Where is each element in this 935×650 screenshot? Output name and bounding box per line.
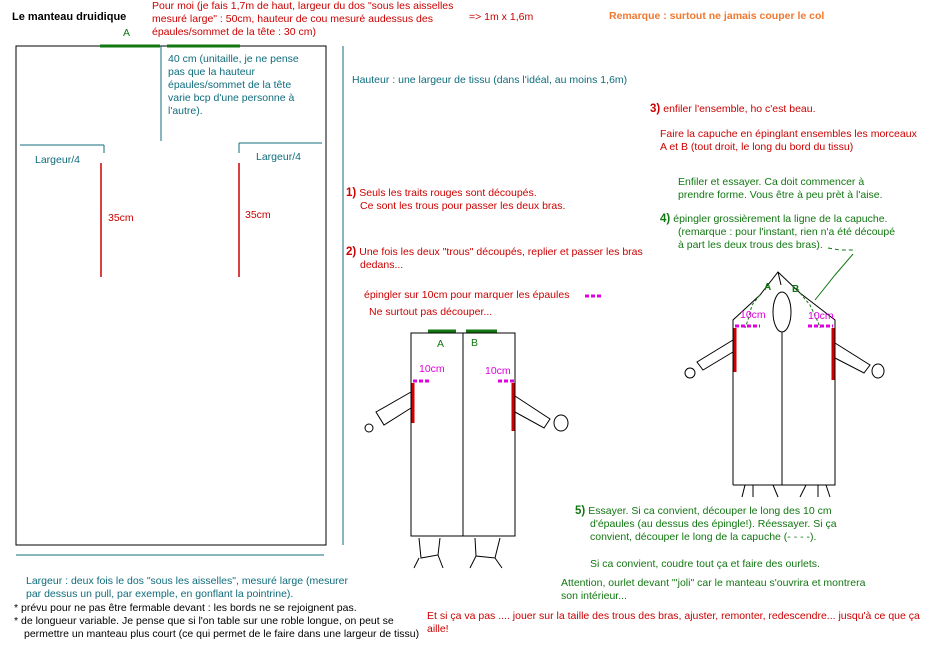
step-3-hood-note: Faire la capuche en épinglant ensembles les morceaux A et B (tout droit, le long du bord du tissu)	[660, 128, 917, 153]
final-note: Et si ça va pas .... jouer sur la taille des trous des bras, ajuster, remonter, redescendre... jusqu'à ce que ça aille!	[427, 610, 920, 635]
step-2-pin-note: épingler sur 10cm pour marquer les épaules	[364, 289, 570, 301]
page-title: Le manteau druidique	[12, 11, 127, 23]
pattern-sheet	[16, 46, 343, 555]
step-2-warning: Ne surtout pas découper...	[369, 306, 493, 318]
step-3-try-note: Enfiler et essayer. Ca doit commencer à prendre forme. Vous être à peu prèt à l'aise.	[678, 176, 883, 201]
width-note: Largeur : deux fois le dos "sous les aisselles", mesuré large (mesurer par dessus un pull, par exemple, en gonflant la pointrine).	[26, 575, 349, 600]
fig2-label-b: B	[471, 337, 479, 349]
fig3-label-b: B	[792, 284, 800, 295]
left-width-label: Largeur/4	[35, 154, 80, 166]
step-3: 3) enfiler l'ensemble, ho c'est beau.	[650, 103, 816, 115]
step-5-hem-note: Attention, ourlet devant "'joli" car le manteau s'ouvrira et montrera son intérieur...	[561, 577, 866, 602]
result-size: => 1m x 1,6m	[469, 11, 534, 23]
collar-label-a: A	[123, 27, 131, 39]
right-cut-label: 35cm	[245, 209, 271, 221]
fig3-right-pin-label: 10cm	[808, 310, 834, 322]
step-4: 4) épingler grossièrement la ligne de la capuche. (remarque : pour l'instant, rien n'a été découpé à part les deux trous des bras).	[660, 213, 896, 251]
left-cut-label: 35cm	[108, 212, 134, 224]
measurements-note: Pour moi (je fais 1,7m de haut, largeur du dos "sous les aisselles mesuré large" : 50cm, hauteur de cou mesuré audessus des épaules/sommet de la tête : 30 cm)	[152, 0, 454, 38]
step-2: 2) Une fois les deux "trous" découpés, replier et passer les bras dedans...	[346, 246, 643, 271]
fig3-label-a: A	[764, 282, 772, 293]
step-5: 5) Essayer. Si ca convient, découper le long des 10 cm d'épaules (au dessus des épingle!). Réessayer. Si ça convient, découper le long de la capuche (- - - -).	[575, 505, 837, 543]
general-notes: * prévu pour ne pas être fermable devant : les bords ne se rejoignent pas. * de longueur variable. Je pense que si l'on table sur une roble longue, on peut se permettre un manteau plus court (ce qui permet de le faire dans une largeur de tissu)	[14, 602, 420, 640]
fig2-right-pin-label: 10cm	[485, 365, 511, 377]
fig2-label-a: A	[437, 338, 445, 350]
step-1: 1) Seuls les traits rouges sont découpés. Ce sont les trous pour passer les deux bras.	[346, 187, 566, 212]
neck-height-note: 40 cm (unitaille, je ne pense pas que la hauteur épaules/sommet de la tête varie bcp d'une personne à l'autre).	[168, 53, 299, 117]
figure-3-coat	[685, 248, 884, 497]
fig2-left-pin-label: 10cm	[419, 363, 445, 375]
height-label: Hauteur : une largeur de tissu (dans l'idéal, au moins 1,6m)	[352, 74, 628, 86]
figure-2-coat	[365, 331, 568, 568]
step-5-sew-note: Si ca convient, coudre tout ça et faire des ourlets.	[590, 558, 820, 570]
right-width-label: Largeur/4	[256, 151, 301, 163]
remark: Remarque : surtout ne jamais couper le col	[609, 10, 825, 22]
fig3-left-pin-label: 10cm	[740, 309, 766, 321]
